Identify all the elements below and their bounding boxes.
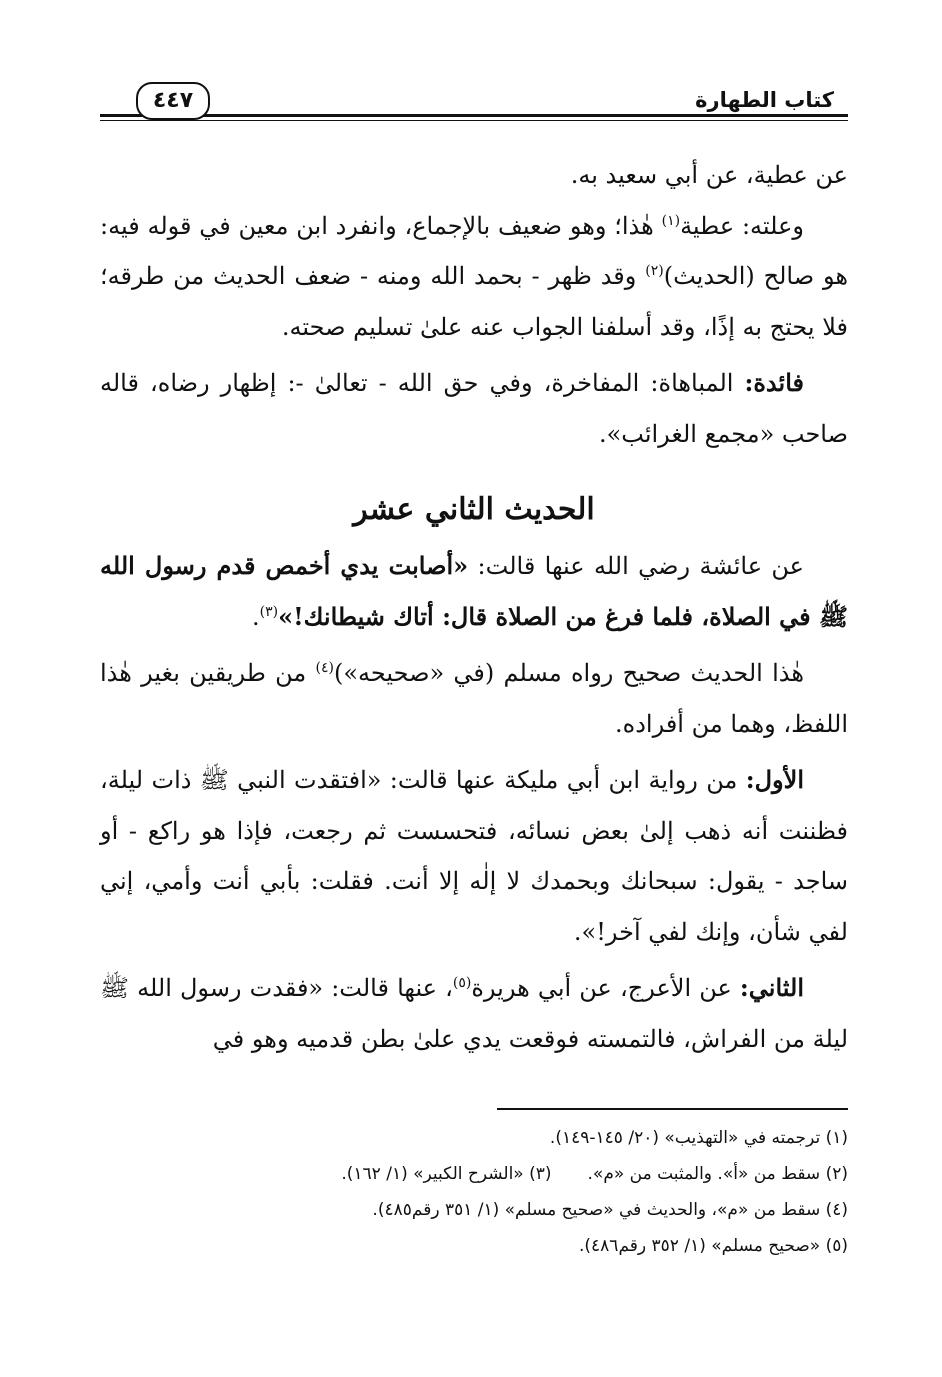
hadith-text: «أصابت يدي أخمص قدم رسول الله ﷺ في الصلاة، فلما فرغ من الصلاة قال: أتاك شيطانك!» xyxy=(100,551,848,631)
paragraph xyxy=(100,755,848,957)
footnote-marker: (٤) xyxy=(315,660,334,676)
footnote-marker: (٢) xyxy=(645,263,664,279)
text-run: . xyxy=(252,602,260,631)
text-run: وقد ظهر - بحمد الله ومنه - ضعف الحديث من طرقه؛ فلا يحتج به إذًا، وقد أسلفنا الجواب عنه علىٰ تسليم صحته. xyxy=(100,262,848,341)
footnote-marker: (٥) xyxy=(452,975,472,991)
footnote: (٥) «صحيح مسلم» (١/ ٣٥٢ رقم٤٨٦). xyxy=(579,1236,848,1256)
paragraph xyxy=(100,358,848,459)
paragraph xyxy=(100,541,848,642)
footnote: (١) ترجمته في «التهذيب» (٢٠/ ١٤٥-١٤٩). xyxy=(549,1128,848,1148)
footnote-separator xyxy=(497,1108,848,1110)
paragraph xyxy=(100,648,848,749)
text-run: عن الأعرج، عن أبي هريرة xyxy=(471,974,740,1002)
footnote xyxy=(100,1156,848,1192)
text-run: هٰذا الحديث صحيح رواه مسلم (في «صحيحه») xyxy=(333,659,805,687)
footnote-marker: (٣) xyxy=(259,603,279,620)
text-run: من طريقين بغير هٰذا اللفظ، وهما من أفراده. xyxy=(100,659,848,738)
paragraph-label: الأول: xyxy=(745,765,804,794)
footnotes xyxy=(100,1120,848,1264)
footnote-text: (٣) «الشرح الكبير» (١/ ١٦٢). xyxy=(341,1164,552,1184)
paragraph xyxy=(100,963,848,1064)
footnote-marker: (١) xyxy=(661,212,681,229)
paragraph-label: فائدة: xyxy=(744,368,804,397)
main-text xyxy=(100,150,848,1064)
text-run: من رواية ابن أبي مليكة عنها قالت: «افتقدت النبي ﷺ ذات ليلة، فظننت أنه ذهب إلىٰ بعض نسائه، فتحسست ثم رجعت، فإذا هو راكع - أو ساجد - يقول: سبحانك وبحمدك لا إلٰه إلا أنت. فقلت: بأبي أنت وأمي، إني لفي شأن، وإنك لفي آخر!». xyxy=(100,766,848,946)
text-run: وعلته: عطية xyxy=(680,211,805,240)
paragraph xyxy=(100,201,848,353)
text-run: عن عائشة رضي الله عنها قالت: xyxy=(468,552,805,580)
footnote: (٤) سقط من «م»، والحديث في «صحيح مسلم» (١/ ٣٥١ رقم٤٨٥). xyxy=(372,1200,848,1220)
text-run: ، عنها قالت: «فقدت رسول الله ﷺ ليلة من الفراش، فالتمسته فوقعت يدي علىٰ بطن قدميه وهو في xyxy=(100,974,848,1053)
paragraph: عن عطية، عن أبي سعيد به. xyxy=(570,161,848,189)
page-number-badge: ٤٤٧ xyxy=(136,82,210,120)
text-run: المباهاة: المفاخرة، وفي حق الله - تعالىٰ -: إظهار رضاه، قاله صاحب «مجمع الغرائب». xyxy=(100,369,848,448)
section-heading: الحديث الثاني عشر xyxy=(353,492,595,527)
header-rule-thick xyxy=(100,114,848,117)
paragraph-label: الثاني: xyxy=(739,973,804,1002)
running-title: كتاب الطهارة xyxy=(695,88,834,112)
page-header xyxy=(100,84,848,128)
footnote-text: (٢) سقط من «أ». والمثبت من «م». xyxy=(587,1164,848,1184)
text-run: هٰذا؛ وهو ضعيف بالإجماع، وانفرد ابن معين في قوله فيه: هو صالح (الحديث) xyxy=(100,211,849,290)
header-rule-thin xyxy=(100,120,848,121)
